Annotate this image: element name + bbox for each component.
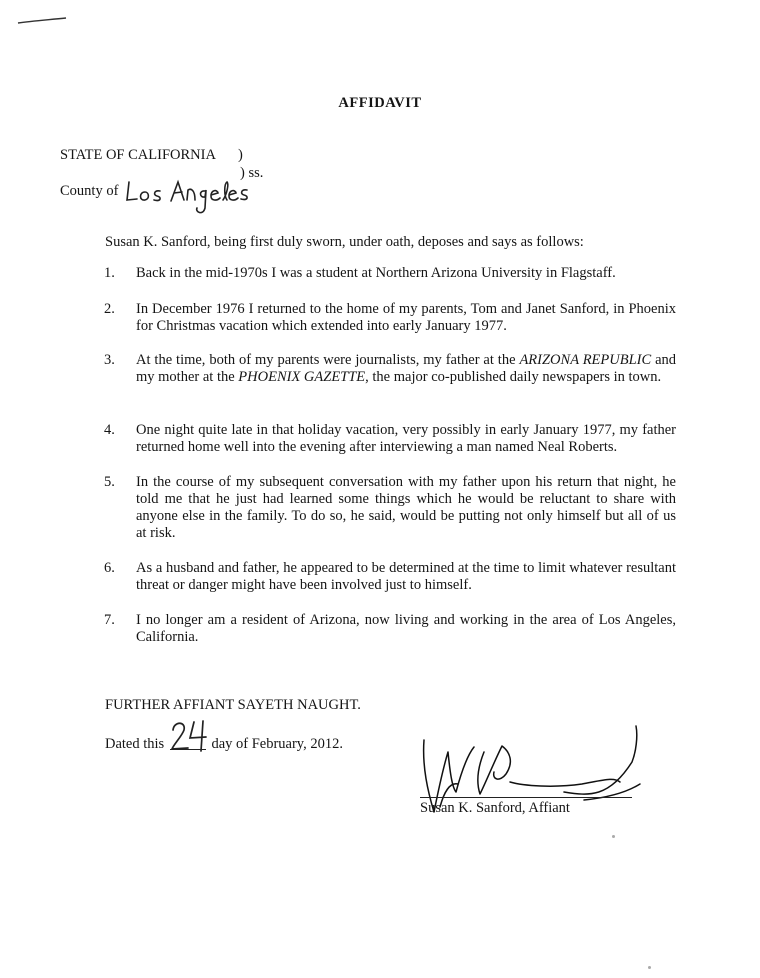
venue-ss: ) ss. — [240, 165, 264, 181]
paragraph-text-part: and my mother at the — [136, 352, 677, 385]
day-handwritten-24 — [168, 718, 212, 754]
intro-statement: Susan K. Sanford, being first duly sworn, under oath, deposes and says as follows: — [105, 234, 584, 250]
paragraph-text: I no longer am a resident of Arizona, now living and working in the area of Los Angeles, California. — [136, 612, 676, 645]
paragraph-number: 2. — [104, 301, 115, 317]
paragraph-number: 6. — [104, 560, 115, 576]
county-label: County of — [60, 183, 119, 199]
closing-statement: FURTHER AFFIANT SAYETH NAUGHT. — [105, 697, 361, 713]
newspaper-name-republic: ARIZONA REPUBLIC — [519, 352, 652, 368]
scan-speck — [612, 835, 615, 838]
scan-speck — [648, 966, 651, 969]
dated-prefix: Dated this — [105, 736, 165, 752]
paragraph-number: 3. — [104, 352, 115, 368]
paragraph-text — [136, 352, 676, 386]
signature-line — [420, 797, 632, 798]
affiant-name: Susan K. Sanford, Affiant — [420, 800, 570, 816]
paragraph-text: In the course of my subsequent conversation with my father upon his return that night, he told me that he just had learned some things which he would be reluctant to share with anyone else in the family. To do so, he said, would be putting not only himself but all of us at risk. — [136, 474, 676, 541]
paragraph-text-part: , the major co-published daily newspapers in town. — [365, 369, 662, 385]
venue-paren: ) — [238, 147, 243, 163]
paragraph-text: Back in the mid-1970s I was a student at Northern Arizona University in Flagstaff. — [136, 265, 616, 281]
paragraph-number: 4. — [104, 422, 115, 438]
county-handwritten-los-angeles — [123, 178, 253, 220]
pen-mark-scribble — [16, 12, 76, 28]
dated-suffix: day of February, 2012. — [211, 736, 343, 752]
document-title: AFFIDAVIT — [338, 95, 422, 111]
paragraph-text-part: At the time, both of my parents were journalists, my father at the — [136, 352, 520, 368]
paragraph-number: 5. — [104, 474, 115, 490]
paragraph-number: 7. — [104, 612, 115, 628]
dated-line — [105, 735, 343, 753]
state-label: STATE OF CALIFORNIA — [60, 147, 216, 163]
paragraph-text: As a husband and father, he appeared to be determined at the time to limit whatever resultant threat or danger might have been involved just to himself. — [136, 560, 676, 593]
paragraph-text: In December 1976 I returned to the home of my parents, Tom and Janet Sanford, in Phoenix for Christmas vacation which extended into early January 1977. — [136, 301, 676, 334]
paragraph-number: 1. — [104, 265, 115, 281]
newspaper-name-gazette: PHOENIX GAZETTE — [238, 369, 366, 385]
paragraph-text: One night quite late in that holiday vacation, very possibly in early January 1977, my father returned home well into the evening after interviewing a man named Neal Roberts. — [136, 422, 676, 455]
